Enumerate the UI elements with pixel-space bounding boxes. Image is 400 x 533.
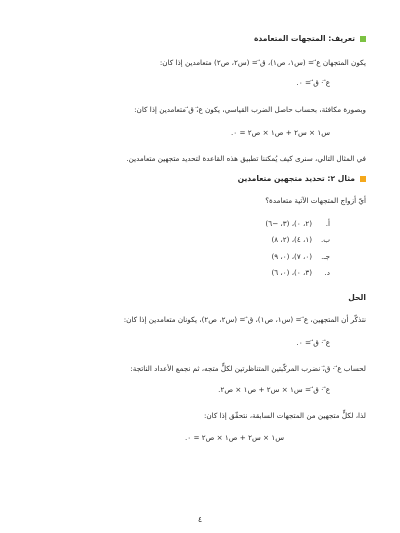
solution-line-3: لذا، لكلٍّ متجهين من المتجهات السابقة، نتحقّق إذا كان: bbox=[203, 411, 366, 420]
solution-formula-1: ع⃗ · ق⃗ = ٠. bbox=[296, 338, 330, 347]
orange-square-icon bbox=[360, 176, 366, 182]
solution-line-2: لحساب ع⃗ · ق⃗، نضرب المركّبتين المتناظرتين لكلٍّ متجه، ثم نجمع الأعداد الناتجة: bbox=[130, 364, 366, 373]
solution-heading: الحل bbox=[348, 293, 366, 302]
solution-formula-3: س١ × س٢ + ص١ × ص٢ = ٠. bbox=[184, 433, 284, 442]
definition-formula-2: س١ × س٢ + ص١ × ص٢ = ٠. bbox=[230, 128, 330, 137]
option-d: د.(٣، ٠)، (٠، ٦) bbox=[271, 268, 330, 277]
example-heading: مثال ٢: تحديد متجهين متعامدين bbox=[24, 174, 366, 184]
definition-heading: تعريف: المتجهات المتعامدة bbox=[24, 34, 366, 44]
page-number: ٤ bbox=[197, 515, 203, 524]
option-a: أ.(٢، ٠)، (٣، −٦) bbox=[265, 219, 330, 228]
option-b: ب.(١، ٤)، (٢، ٨) bbox=[271, 235, 330, 244]
definition-line-1: يكون المتجهان ع⃗ = (س١، ص١)، ق⃗ = (س٢، ص٢) متعامدين إذا كان: bbox=[159, 58, 366, 67]
definition-formula-1: ع⃗ · ق⃗ = ٠. bbox=[296, 78, 330, 87]
definition-line-3: في المثال التالي، سنرى كيف يُمكننا تطبيق هذه القاعدة لتحديد متجهين متعامدين. bbox=[126, 154, 366, 163]
solution-line-1: نتذكّر أن المتجهين، ع⃗ = (س١، ص١)، ق⃗ = (س٢، ص٢)، يكونان متعامدين إذا كان: bbox=[123, 315, 366, 324]
definition-line-2: وبصورة مكافئة، بحساب حاصل الضرب القياسي، يكون ع⃗، ق⃗ متعامدين إذا كان: bbox=[134, 105, 366, 114]
green-square-icon bbox=[360, 36, 366, 42]
option-c: جـ.(٠، ٧)، (٠، ٩) bbox=[271, 252, 330, 261]
solution-formula-2: ع⃗ · ق⃗ = س١ × س٢ + ص١ × ص٢. bbox=[218, 385, 330, 394]
example-question: أيّ أزواج المتجهات الآتية متعامدة؟ bbox=[265, 196, 366, 205]
